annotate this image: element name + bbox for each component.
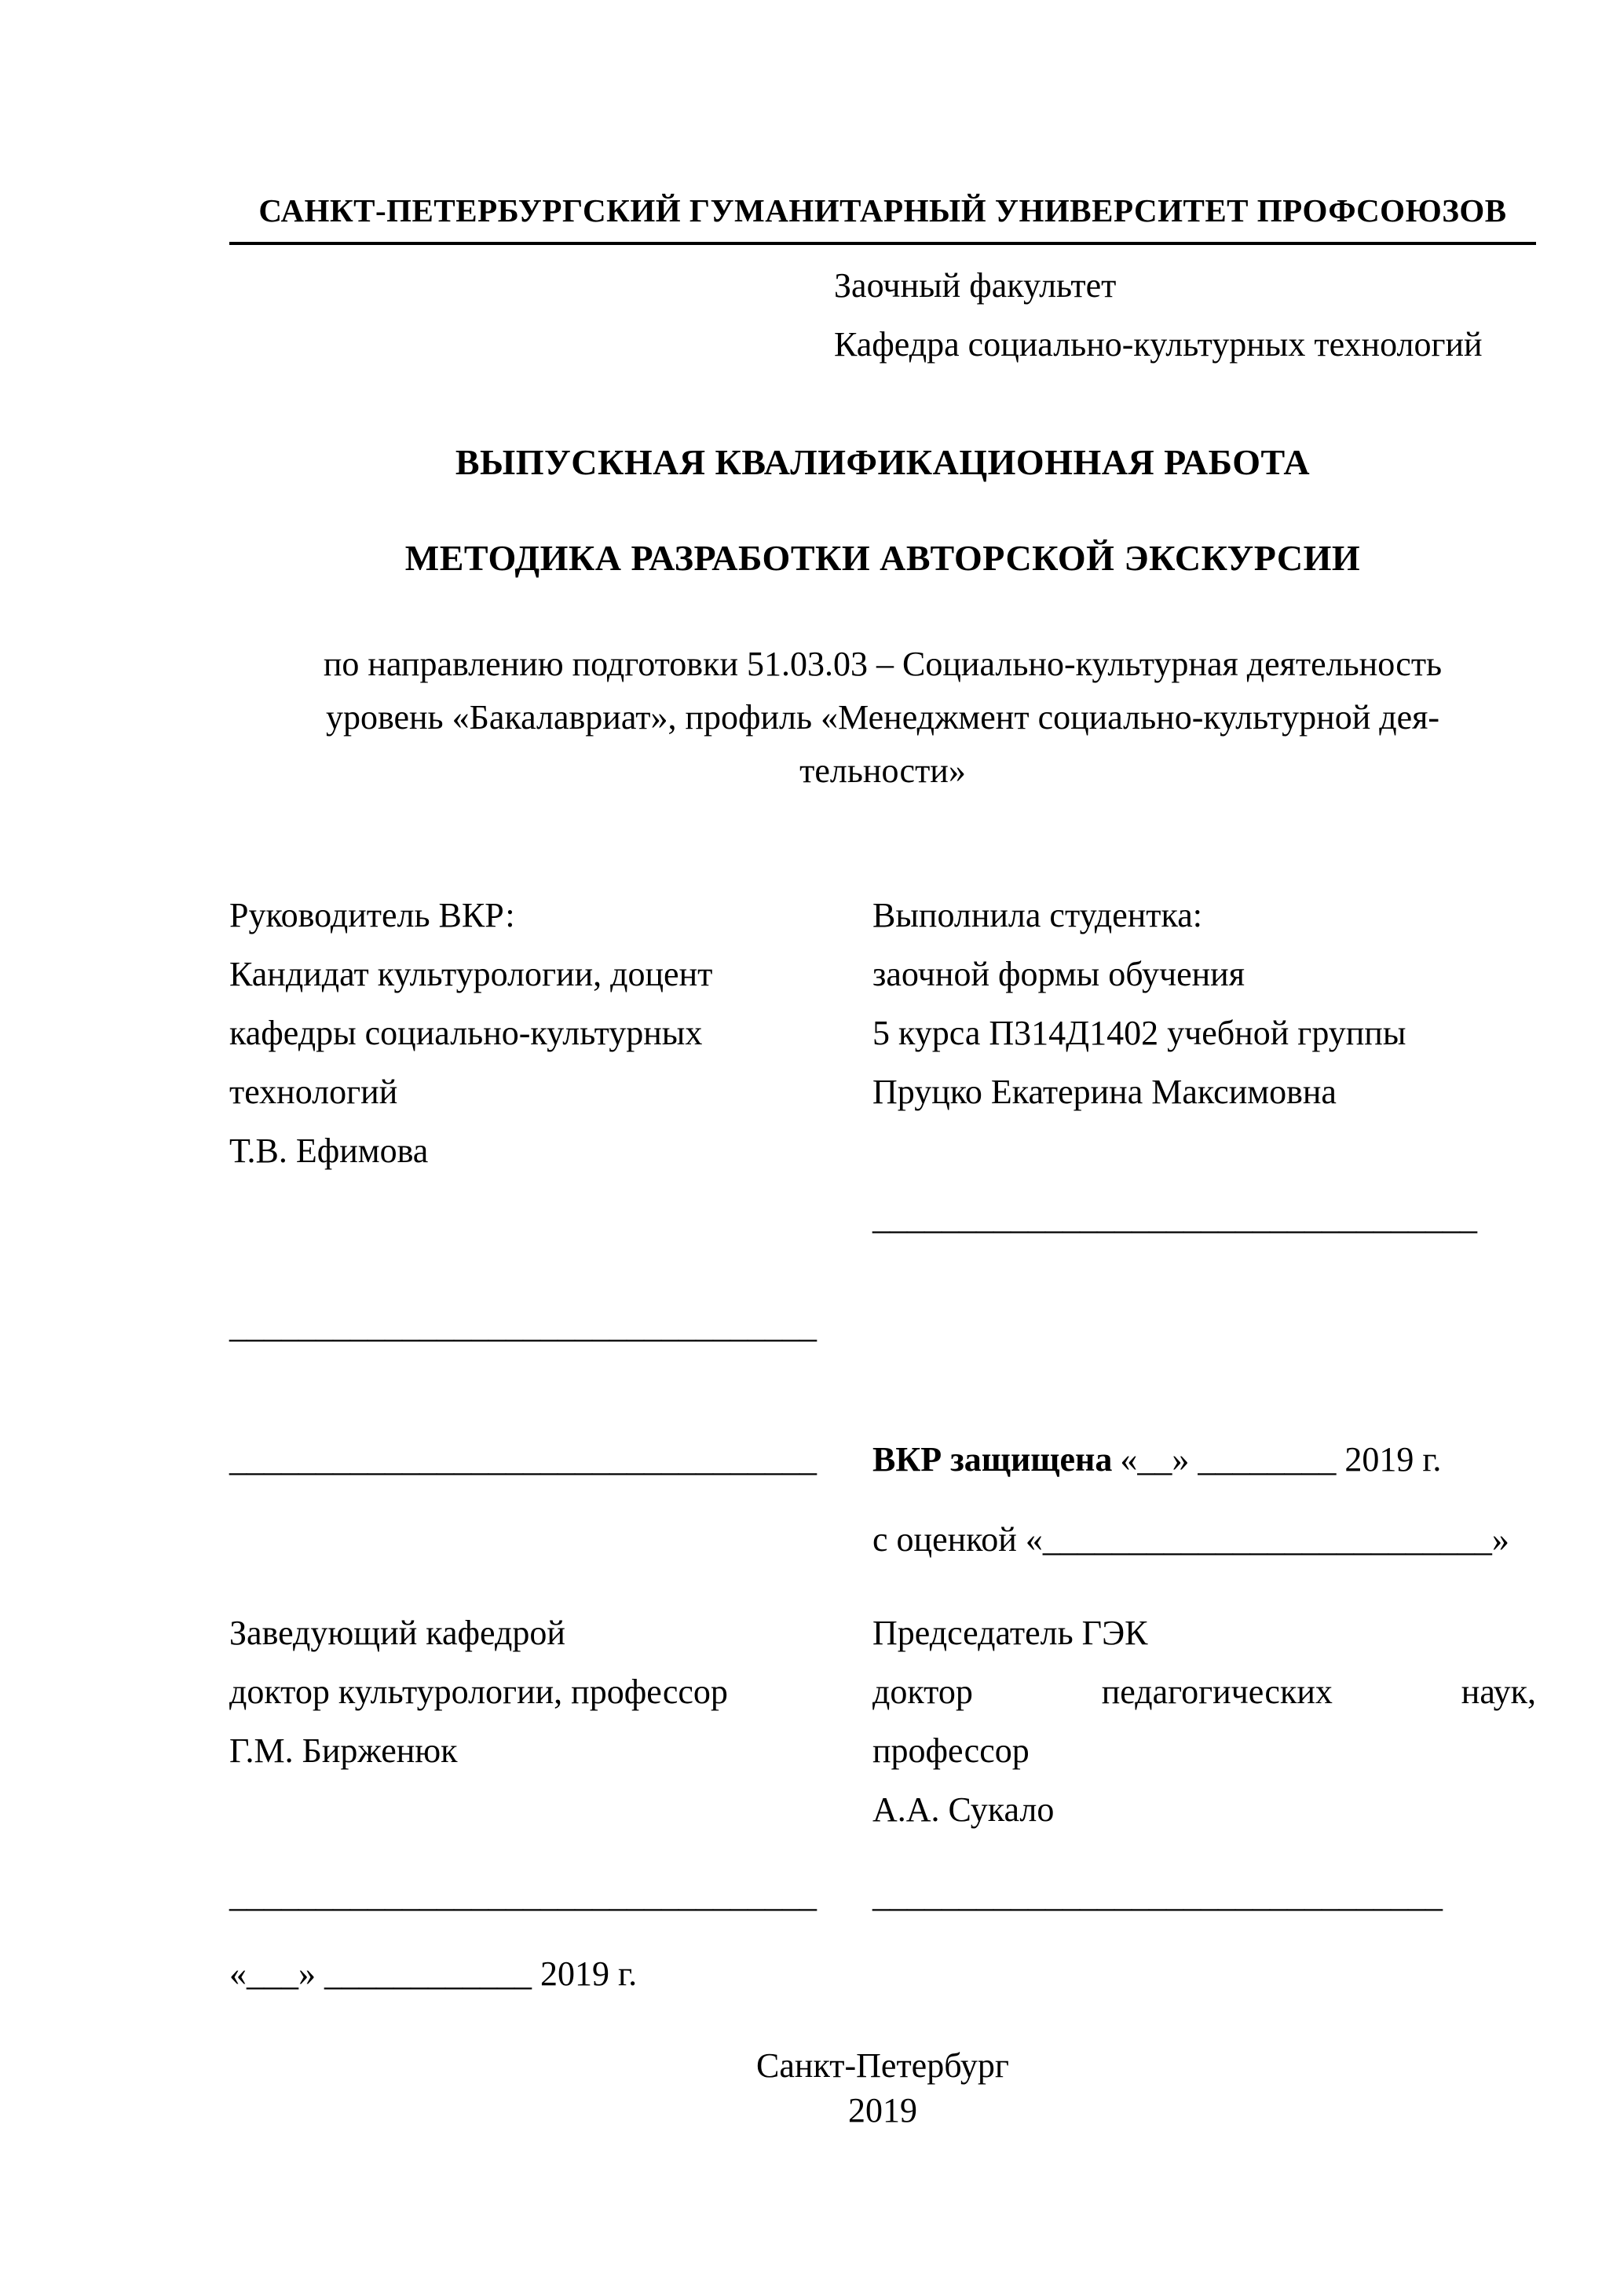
footer-year: 2019 [848, 2091, 917, 2130]
student-signature-line: ___________________________________ [872, 1198, 1477, 1237]
department-head-role: Заведующий кафедрой [229, 1614, 565, 1652]
supervisor-block [229, 886, 872, 1180]
supervisor-role-label: Руководитель ВКР: [229, 896, 515, 934]
supervisor-name: Т.В. Ефимова [229, 1132, 429, 1170]
bottom-signatures-row [229, 1866, 1536, 1925]
supervisor-signature-line-1: __________________________________ [229, 1307, 817, 1345]
student-role-label: Выполнила студентка: [872, 896, 1202, 934]
head-chair-section [229, 1603, 1536, 1839]
gek-chair-role: Председатель ГЭК [872, 1614, 1148, 1652]
affiliation-block [834, 256, 1536, 374]
student-name: Пруцко Екатерина Максимовна [872, 1073, 1337, 1111]
program-line-2: уровень «Бакалавриат», профиль «Менеджмент социально-культурной дея- [325, 698, 1440, 737]
department-head-date-blank: «___» ____________ 2019 г. [229, 1954, 638, 1993]
department-head-degree: доктор культурологии, профессор [229, 1673, 728, 1711]
gek-chair-title: профессор [872, 1731, 1030, 1770]
defense-date-blank: «__» ________ 2019 г. [1120, 1440, 1442, 1479]
grade-row [229, 1510, 1536, 1569]
grade-blank-line: с оценкой «__________________________» [872, 1520, 1509, 1559]
faculty-line: Заочный факультет [834, 266, 1117, 305]
student-block [872, 886, 1536, 1247]
gek-chair-block [872, 1603, 1536, 1839]
footer-block [229, 2043, 1536, 2133]
department-head-block [229, 1603, 872, 1780]
supervisor-signature-line-2: __________________________________ [229, 1440, 817, 1479]
university-header: САНКТ-ПЕТЕРБУРГСКИЙ ГУМАНИТАРНЫЙ УНИВЕРСИТЕТ ПРОФСОЮЗОВ [229, 188, 1536, 245]
student-study-form: заочной формы обучения [872, 955, 1245, 993]
department-head-signature-line: __________________________________ [229, 1876, 817, 1914]
gek-chair-signature-line: _________________________________ [872, 1876, 1443, 1914]
supervisor-degree-line-2: кафедры социально-культурных [229, 1014, 703, 1052]
defense-row [229, 1430, 1536, 1489]
program-info-block [229, 638, 1536, 798]
program-line-3: тельности» [799, 751, 966, 790]
defense-label: ВКР защищена [872, 1440, 1113, 1479]
thesis-title-heading: МЕТОДИКА РАЗРАБОТКИ АВТОРСКОЙ ЭКСКУРСИИ [404, 538, 1361, 578]
footer-city: Санкт-Петербург [756, 2046, 1009, 2085]
work-type-heading: ВЫПУСКНАЯ КВАЛИФИКАЦИОННАЯ РАБОТА [455, 442, 1311, 482]
gek-chair-degree: доктор педагогических наук, [872, 1673, 1536, 1711]
department-head-name: Г.М. Бирженюк [229, 1731, 458, 1770]
program-line-1: по направлению подготовки 51.03.03 – Социально-культурная деятельность [323, 645, 1443, 683]
supervisor-degree-line-1: Кандидат культурологии, доцент [229, 955, 713, 993]
gek-chair-name: А.А. Сукало [872, 1790, 1055, 1829]
supervisor-student-section [229, 886, 1536, 1247]
student-group-line: 5 курса П314Д1402 учебной группы [872, 1014, 1406, 1052]
department-line: Кафедра социально-культурных технологий [834, 325, 1483, 364]
defense-date-line [872, 1430, 1536, 1489]
supervisor-degree-line-3: технологий [229, 1073, 398, 1111]
